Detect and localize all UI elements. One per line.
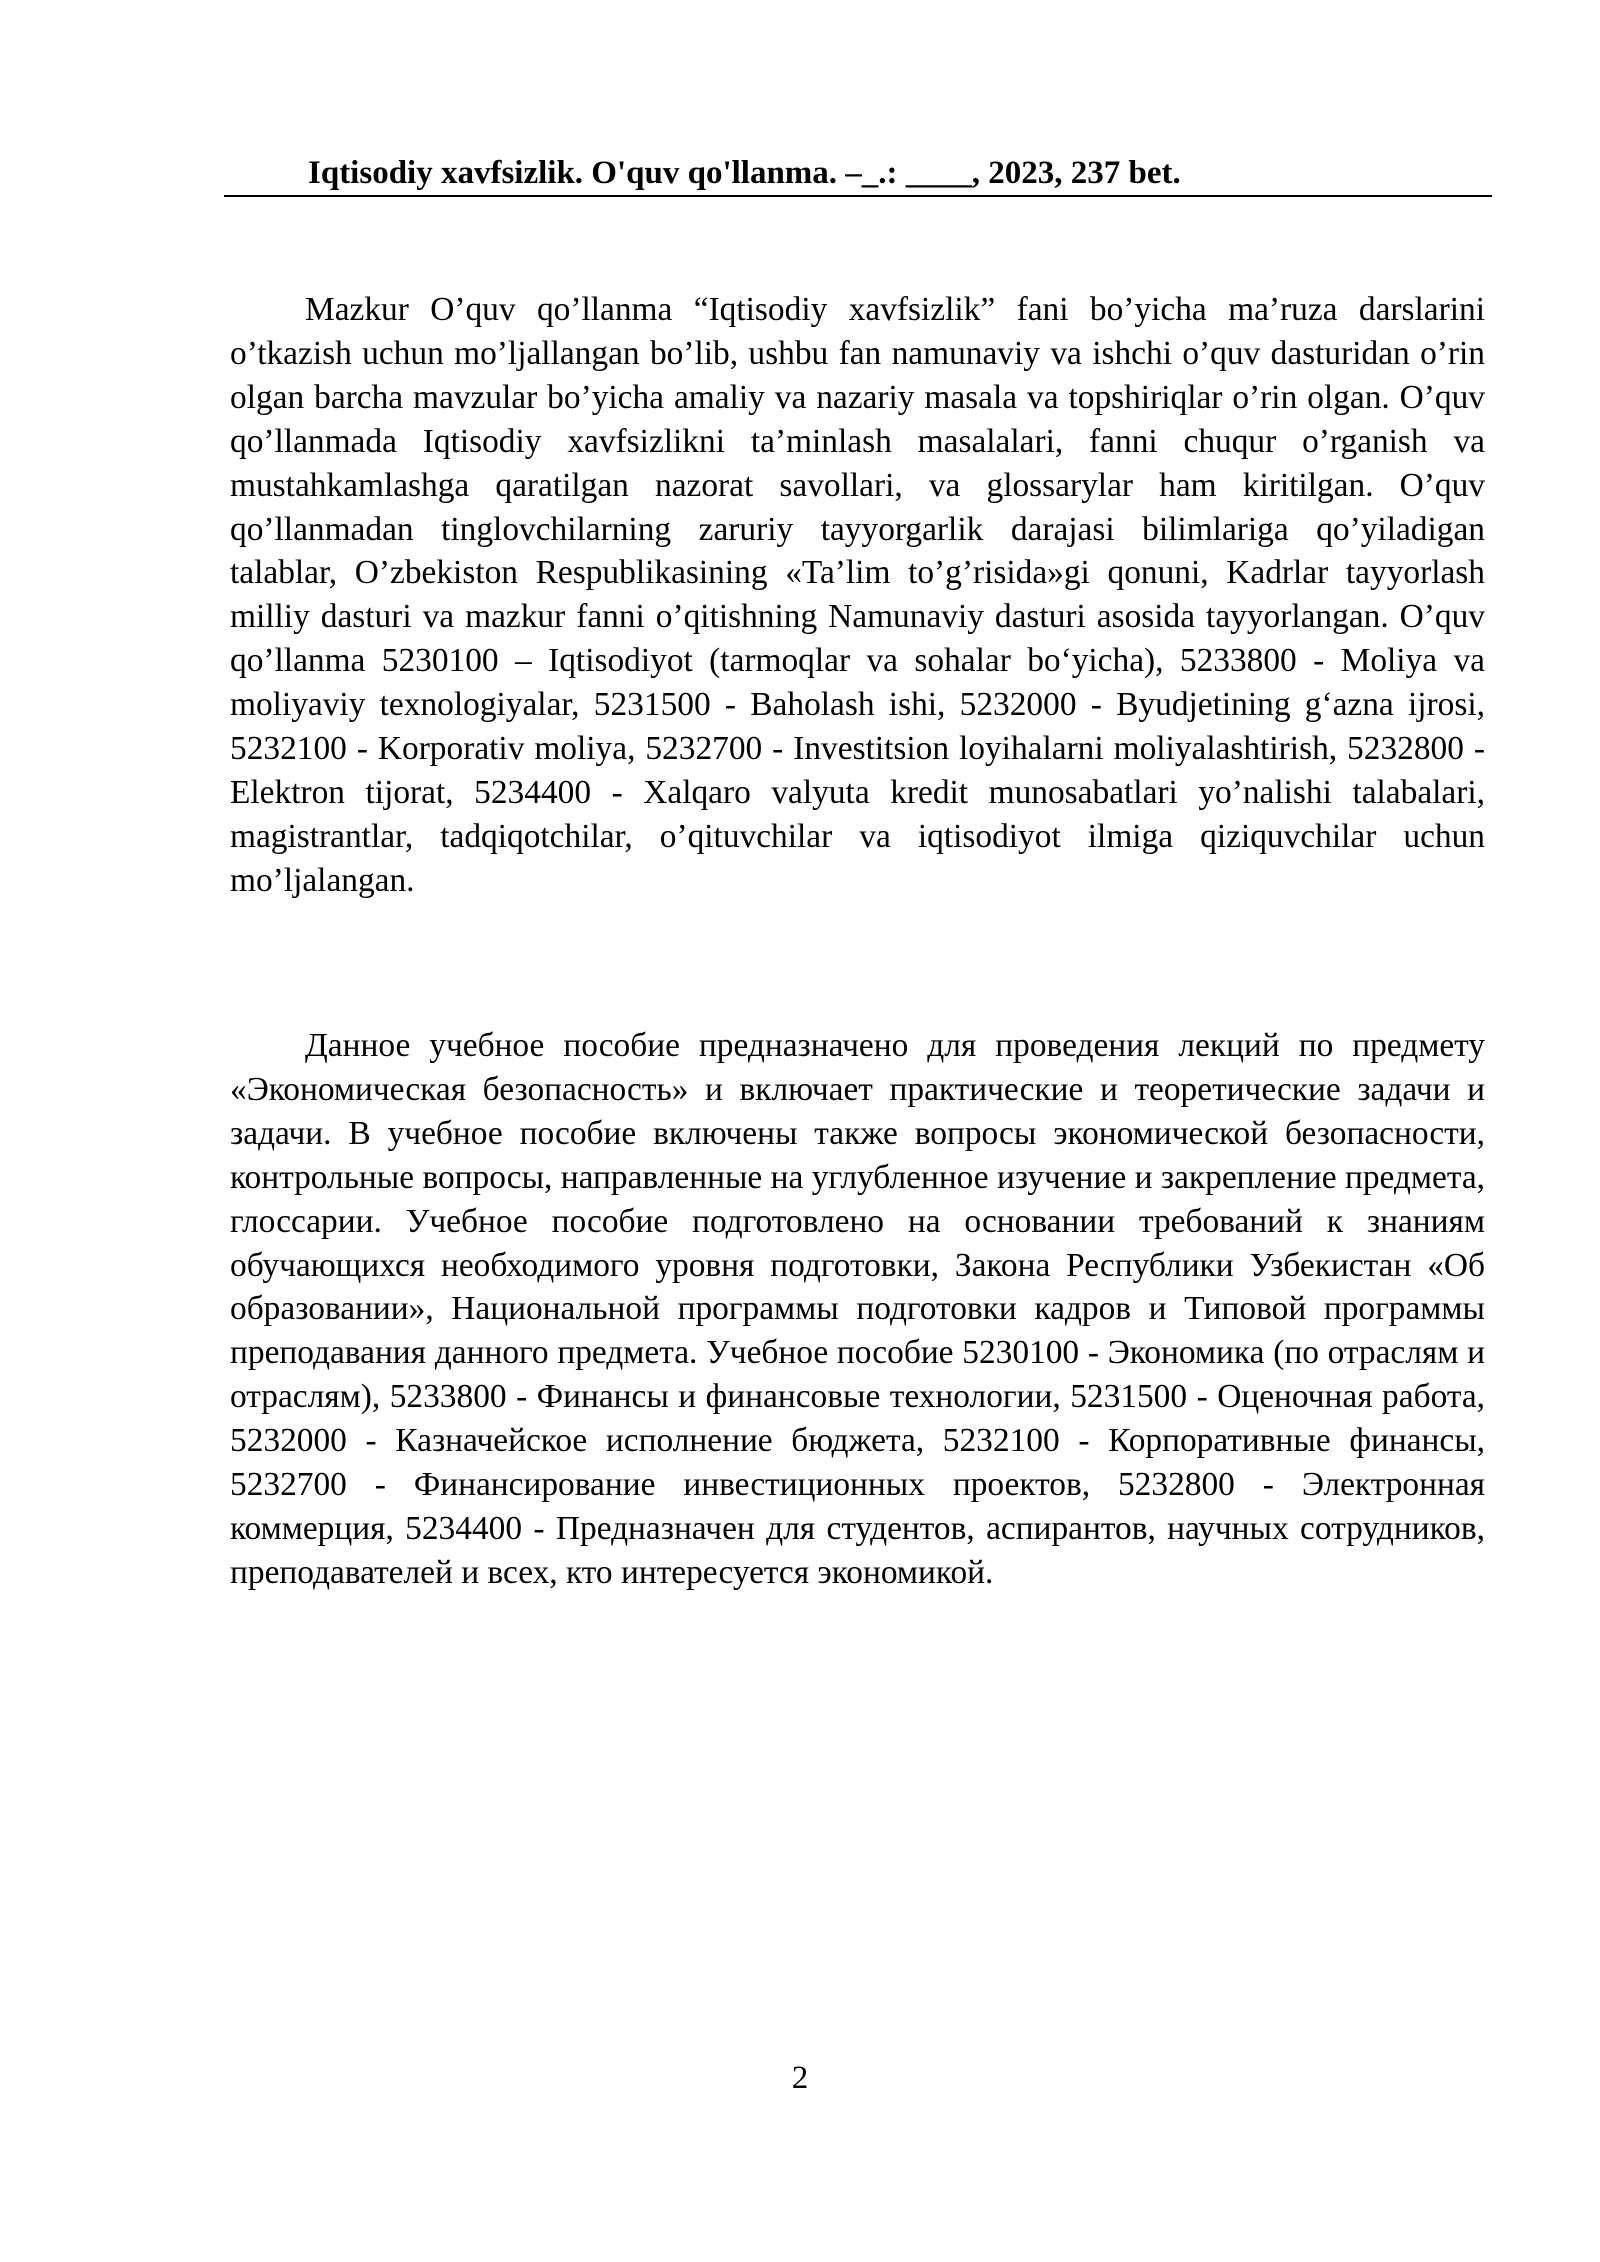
abstract-uzbek: Mazkur O’quv qo’llanma “Iqtisodiy xavfsizlik” fani bo’yicha ma’ruza darslarini o’tkazish uchun mo’ljallangan bo’lib, ushbu fan namunaviy va ishchi o’quv dasturidan o’rin olgan barcha mavzular bo’yicha amaliy va nazariy masala va topshiriqlar o’rin olgan. O’quv qo’llanmada Iqtisodiy xavfsizlikni ta’minlash masalalari, fanni chuqur o’rganish va mustahkamlashga qaratilgan nazorat savollari, va glossarylar ham kiritilgan. O’quv qo’llanmadan tinglovchilarning zaruriy tayyorgarlik darajasi bilimlariga qo’yiladigan talablar, O’zbekiston Respublikasining «Ta’lim to’g’risida»gi qonuni, Kadrlar tayyorlash milliy dasturi va mazkur fanni o’qitishning Namunaviy dasturi asosida tayyorlangan. O’quv qo’llanma 5230100 – Iqtisodiyot (tarmoqlar va sohalar bo‘yicha), 5233800 - Moliya va moliyaviy texnologiyalar, 5231500 - Baholash ishi, 5232000 - Byudjetining g‘azna ijrosi, 5232100 - Korporativ moliya, 5232700 - Investitsion loyihalarni moliyalashtirish, 5232800 - Elektron tijorat, 5234400 - Xalqaro valyuta kredit munosabatlari yo’nalishi talabalari, magistrantlar, tadqiqotchilar, o’qituvchilar va iqtisodiyot ilmiga qiziquvchilar uchun mo’ljalangan. <box>230 291 1485 899</box>
bibliographic-header: Iqtisodiy xavfsizlik. O'quv qo'llanma. –_.: ____, 2023, 237 bet. <box>224 151 1492 197</box>
page-number: 2 <box>791 2060 809 2096</box>
abstract-russian: Данное учебное пособие предназначено для проведения лекций по предмету «Экономическая безопасность» и включает практические и теоретические задачи и задачи. В учебное пособие включены также вопросы экономической безопасности, контрольные вопросы, направленные на углубленное изучение и закрепление предмета, глоссарии. Учебное пособие подготовлено на основании требований к знаниям обучающихся необходимого уровня подготовки, Закона Республики Узбекистан «Об образовании», Национальной программы подготовки кадров и Типовой программы преподавания данного предмета. Учебное пособие 5230100 - Экономика (по отраслям и отраслям), 5233800 - Финансы и финансовые технологии, 5231500 - Оценочная работа, 5232000 - Казначейское исполнение бюджета, 5232100 - Корпоративные финансы, 5232700 - Финансирование инвестиционных проектов, 5232800 - Электронная коммерция, 5234400 - Предназначен для студентов, аспирантов, научных сотрудников, преподавателей и всех, кто интересуется экономикой. <box>230 1027 1485 1591</box>
